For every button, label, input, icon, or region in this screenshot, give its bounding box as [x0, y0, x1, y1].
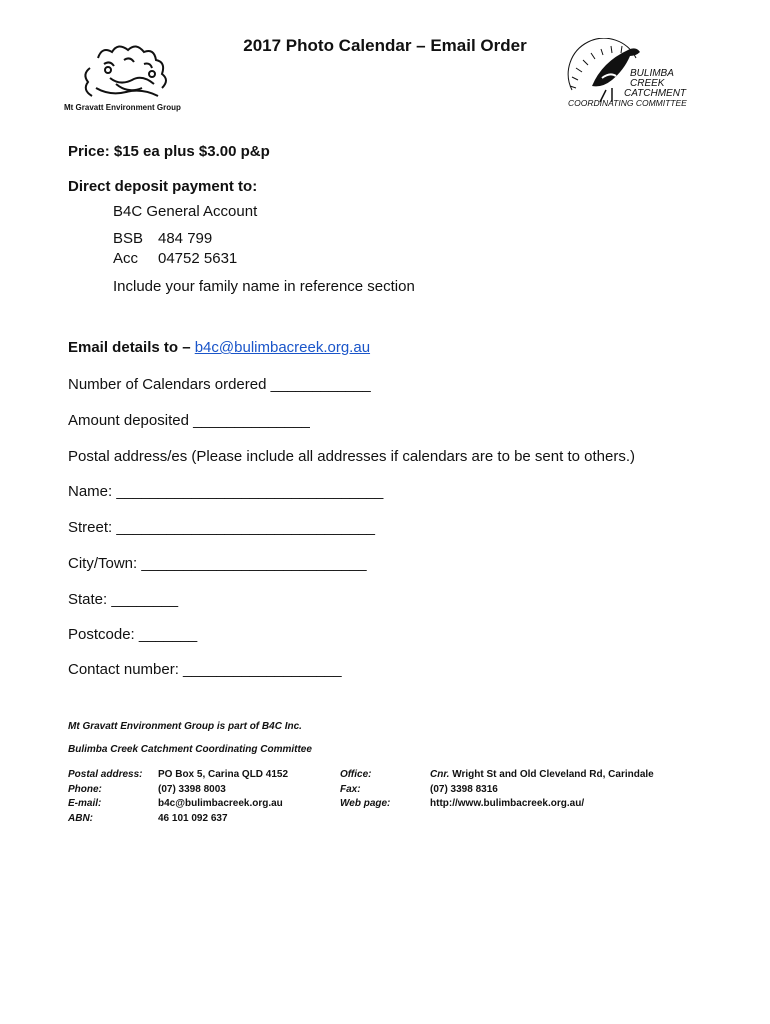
- postal-address-note: Postal address/es (Please include all addresses if calendars are to be sent to others.): [68, 448, 635, 465]
- footer-value: (07) 3398 8003: [158, 783, 226, 795]
- bsb-label: BSB: [113, 230, 144, 247]
- account-name: B4C General Account: [113, 203, 258, 220]
- right-logo-line3: CATCHMENT: [624, 88, 687, 99]
- email-link[interactable]: b4c@bulimbacreek.org.au: [194, 339, 371, 356]
- footer-label: Phone:: [68, 783, 102, 795]
- postcode-field: Postcode: _______: [68, 626, 198, 643]
- document-title: 2017 Photo Calendar – Email Order: [243, 36, 527, 55]
- footer-value2: http://www.bulimbacreek.org.au/: [430, 798, 585, 809]
- email-line: [68, 339, 370, 356]
- footer-value: 46 101 092 637: [158, 812, 228, 824]
- street-field: Street: _______________________________: [68, 519, 375, 536]
- footer-row: [68, 812, 708, 827]
- direct-deposit-heading: Direct deposit payment to:: [68, 178, 258, 195]
- right-logo-line4: COORDINATING COMMITTEE: [568, 98, 687, 108]
- footer-label2: Web page:: [340, 798, 391, 809]
- footer-line1: Mt Gravatt Environment Group is part of B4C Inc.: [68, 721, 302, 732]
- right-logo-line1: BULIMBA: [630, 68, 674, 79]
- footer-row: [68, 797, 708, 812]
- reference-note: Include your family name in reference section: [113, 278, 415, 295]
- name-field: Name: ________________________________: [68, 483, 384, 500]
- acc-label: Acc: [113, 250, 139, 267]
- footer-label2: Office:: [340, 769, 372, 780]
- acc-value: 04752 5631: [158, 250, 238, 267]
- state-field: State: ________: [68, 591, 179, 608]
- footer-label2: [340, 812, 430, 827]
- amount-deposited-field: Amount deposited ______________: [68, 412, 310, 429]
- footer-value2: (07) 3398 8316: [430, 783, 498, 795]
- footer-value2-prefix: Cnr.: [430, 769, 450, 780]
- footer-value2: [430, 812, 708, 827]
- footer-row: [68, 783, 708, 798]
- right-logo-line2: CREEK: [630, 78, 665, 89]
- footer-value2-text: Wright St and Old Cleveland Rd, Carindale: [449, 769, 654, 780]
- footer-row: [68, 768, 708, 783]
- city-field: City/Town: ___________________________: [68, 555, 367, 572]
- bsb-value: 484 799: [158, 230, 213, 247]
- footer-value: b4c@bulimbacreek.org.au: [158, 798, 283, 809]
- footer-label: ABN:: [68, 812, 93, 824]
- number-ordered-field: Number of Calendars ordered ____________: [68, 376, 371, 393]
- price-line: Price: $15 ea plus $3.00 p&p: [68, 143, 270, 160]
- footer-value: PO Box 5, Carina QLD 4152: [158, 769, 289, 780]
- footer-label: Postal address:: [68, 769, 143, 780]
- footer-line2: Bulimba Creek Catchment Coordinating Committee: [68, 744, 312, 755]
- contact-number-field: Contact number: ___________________: [68, 661, 342, 678]
- email-label: Email details to –: [68, 339, 195, 356]
- left-logo-text: Mt Gravatt Environment Group: [64, 103, 181, 112]
- mt-gravatt-logo: [60, 38, 210, 116]
- footer-value2: [430, 768, 708, 783]
- footer-contact-table: [68, 768, 708, 826]
- footer-label: E-mail:: [68, 798, 102, 809]
- bulimba-creek-logo: [562, 38, 707, 116]
- footer-label2: Fax:: [340, 783, 361, 795]
